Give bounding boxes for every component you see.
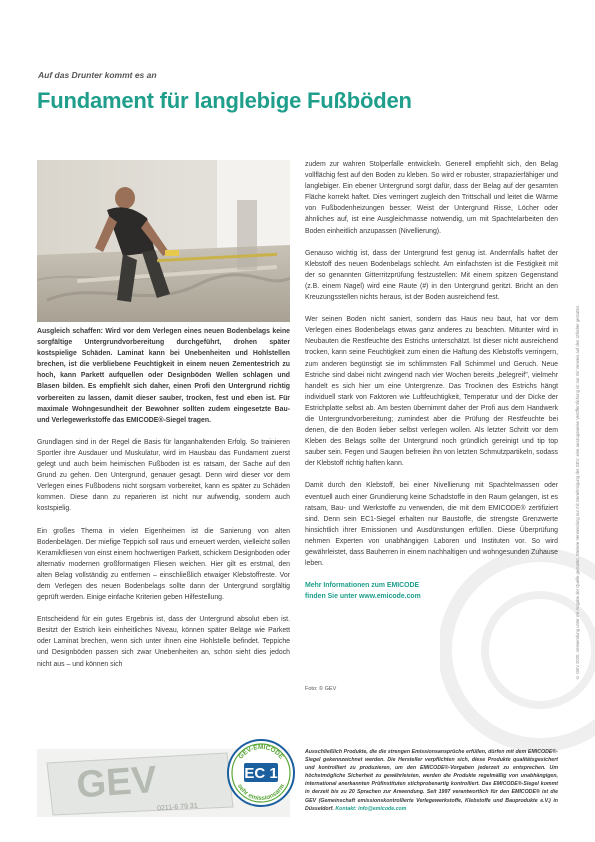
body-paragraph: Damit durch den Klebstoff, bei einer Nivellierung mit Spachtelmassen oder eventuell auch einer Grundierung keine Schadstoffe in den Raum gelangen, ist es ratsam, Bau- und Werkstoffe zu verwenden, die mit dem EMICODE® zertifiziert sind. Denn sein EC1-Siegel erhalten nur Baustoffe, die strengste Grenzwerte hinsichtlich ihrer Emissionen und Ausdünstungen erfüllen. Diese Überprüfung nehmen Experten von unabhängigen Laboren und Instituten vor. So wird gewährleistet, dass Bauherren in einem nachhaltigen und wohngesunden Zuhause leben. [305,482,558,568]
page-title: Fundament für langlebige Fußböden [37,88,412,113]
more-info-link[interactable] [305,580,558,602]
seal-bottom-text: sehr emissionsarm [235,782,287,803]
more-info-line: Mehr Informationen zum EMICODE [305,582,420,590]
article-photo [37,160,290,322]
article-column-left [37,326,290,681]
copyright-sidenote: © GEV 2020, Verwendung unter mit Angabe der Quelle gestattet. Weitere Verwendung nur mit Genehmigung der GEV; eine auszugsweise Veröffentlichung ist nur mit Verweis auf den Urheber gestattet. [575,304,580,680]
lead-paragraph: Ausgleich schaffen: Wird vor dem Verlegen eines neuen Bodenbelags keine sorgfältige Untergrundvorbereitung durchgeführt, drohen später kostspielige Schäden. Laminat kann bei Unebenheiten und Hohlstellen brechen, ist die verbliebene Feuchtigkeit in einem neuen Zementestrich zu hoch, kann Parkett aufquellen oder Designböden Wellen schlagen und Blasen bilden. Es empfiehlt sich daher, einen Profi den Untergrund richtig vorbereiten zu lassen, damit dieser sauber, trocken, fest und eben ist. Für maximale Wohngesundheit der Bewohner sollten zudem eingesetzte Bau- und Verlegewerkstoffe das EMICODE®-Siegel tragen. [37,328,290,424]
body-paragraph: Grundlagen sind in der Regel die Basis für langanhaltenden Erfolg. So trainieren Sportler ihre Ausdauer und Muskulatur, wird im Hausbau das Fundament zuerst gelegt und auch beim heimischen Fußboden ist es ratsam, der Sache auf den Grund zu gehen. Den Untergrund, genauer gesagt. Denn wird dieser vor dem Verlegen eines Fußbodens nicht sorgsam vorbereitet, kann es später zu Schäden kommen. Diese dann zu reparieren ist nicht nur aufwendig, sondern auch kostspielig. [37,438,290,513]
seal-main-text: EC 1 [244,765,278,782]
body-paragraph: zudem zur wahren Stolperfalle entwickeln. Generell empfiehlt sich, den Belag vollflächig fest auf den Boden zu kleben. So wird er robuster, strapazierfähiger und langlebiger. Ein ebener Untergrund sorgt dafür, dass der Belag auf der gesamten Fläche korrekt haftet. Dies verringert zugleich den Trittschall und leitet die Wärme von Fußbodenheizungen besser. Weist der Untergrund Risse, Löcher oder ähnliches auf, ist eine Ausgleichmasse notwendig, um mit Spachtelarbeiten den Boden einheitlich anzupassen (Nivellierung). [305,161,558,235]
ec1-seal-icon [226,738,296,808]
photo-credit: Foto: © GEV [305,686,337,692]
gev-logo-text: GEV [75,758,159,807]
body-paragraph: Wer seinen Boden nicht saniert, sondern das Haus neu baut, hat vor dem Verlegen eines Bodenbelags etwas ganz anderes zu beachten. Mitunter wird in Neubauten die Restfeuchte des Estrichs unterschätzt. Ist dieser nicht ausreichend trocken, kann seine Feuchtigkeit zum einen die Haftung des Klebstoffs verringern, zum anderen begünstigt sie im schlimmsten Fall Schimmel und Geruch. Neue Estriche sind dabei nicht zwingend nach vier Wochen bereits „belegreif", vielmehr handelt es sich hier um eine Untergrenze. Das Trocknen des Estrichs hängt individuell stark von Faktoren wie Luftfeuchtigkeit, Temperatur und der Dicke der Estrichplatte selbst ab. Am besten übernimmt daher der Profi aus dem Handwerk die Untergrundvorbereitung; zumindest aber die Prüfung der Restfeuchte bei denen, die den Boden lieber selbst verlegen wollen. Als letzter Schritt vor dem Kleben des Belags sollte der Untergrund noch gründlich gereinigt und tip top sauber sein. Fegen und Saugen befreien ihn von letzten Schmutzpartikeln, sodass der Klebstoff richtig haften kann. [305,316,558,468]
gev-plate-phone: 0211-6 79 31 [156,802,198,813]
kicker: Auf das Drunter kommt es an [38,70,157,80]
contact-email[interactable]: Kontakt: info@emicode.com [335,805,407,812]
body-paragraph: Ein großes Thema in vielen Eigenheimen ist die Sanierung von alten Bodenbelägen. Der miefige Teppich soll raus und erneuert werden, vielleicht sollen Keramikfliesen von einst einem hochwertigen Parkett, schickem Designboden oder alternativ modernen großformatigen Fliesen weichen. Hier gilt es erstmal, den alten Belag vollständig zu entfernen – einschließlich etwaiger Klebstoffreste. Vor dem Verlegen des neuen Bodenbelags sollte dann der Untergrund sorgfältig geprüft werden. Einige einfache Kriterien geben Hilfestellung. [37,527,290,602]
emicode-info-text: Ausschließlich Produkte, die die strengen Emissionsansprüche erfüllen, dürfen mit dem EMICODE®-Siegel gekennzeichnet werden. Die Hersteller verpflichten sich, diese Produkte qualitätsgesichert und kontrolliert zu produzieren, um den EMICODE®-Vorgaben jederzeit zu entsprechen. Um höchstmögliche Sicherheit zu gewährleisten, werden die Produkte regelmäßig von unabhängigen, international anerkannten Prüfinstituten stichprobenartig kontrolliert. Das EMICODE®-Siegel kommt in derzeit bis zu 20 Sprachen zur Anwendung. Seit 1997 verantwortlich für den EMICODE® ist die GEV (Gemeinschaft emissionskontrollierte Verlegewerkstoffe, Klebstoffe und Bauprodukte e.V.) in Düsseldorf. [305,749,558,812]
seal-top-text: GEV-EMICODE [237,743,285,761]
body-paragraph: Genauso wichtig ist, dass der Untergrund fest genug ist. Andernfalls haftet der Klebstoff des neuen Bodenbelags schlecht. Am einfachsten ist die Festigkeit mit der so genannten Gitterritzprüfung festzustellen: Mit einem spitzen Gegenstand (z.B. einem Nagel) wird eine Raute (#) in den Untergrund geritzt. Bricht an den Kreuzungsstellen nichts heraus, ist der Boden ausreichend fest. [305,249,558,302]
more-info-url: finden Sie unter www.emicode.com [305,593,421,601]
body-paragraph: Entscheidend für ein gutes Ergebnis ist, dass der Untergrund absolut eben ist. Besitzt der Estrich kein einheitliches Niveau, können später Beläge wie Parkett oder Laminat brechen, wenn sich unter ihnen eine Hohlstelle befindet. Teppiche und Designböden passen sich zwar Unebenheiten an, schön sieht dies jedoch nicht aus – und können sich [37,616,290,668]
article-column-right [305,159,558,602]
emicode-info-box [305,748,558,813]
craftsman-photo-illustration [37,160,290,322]
